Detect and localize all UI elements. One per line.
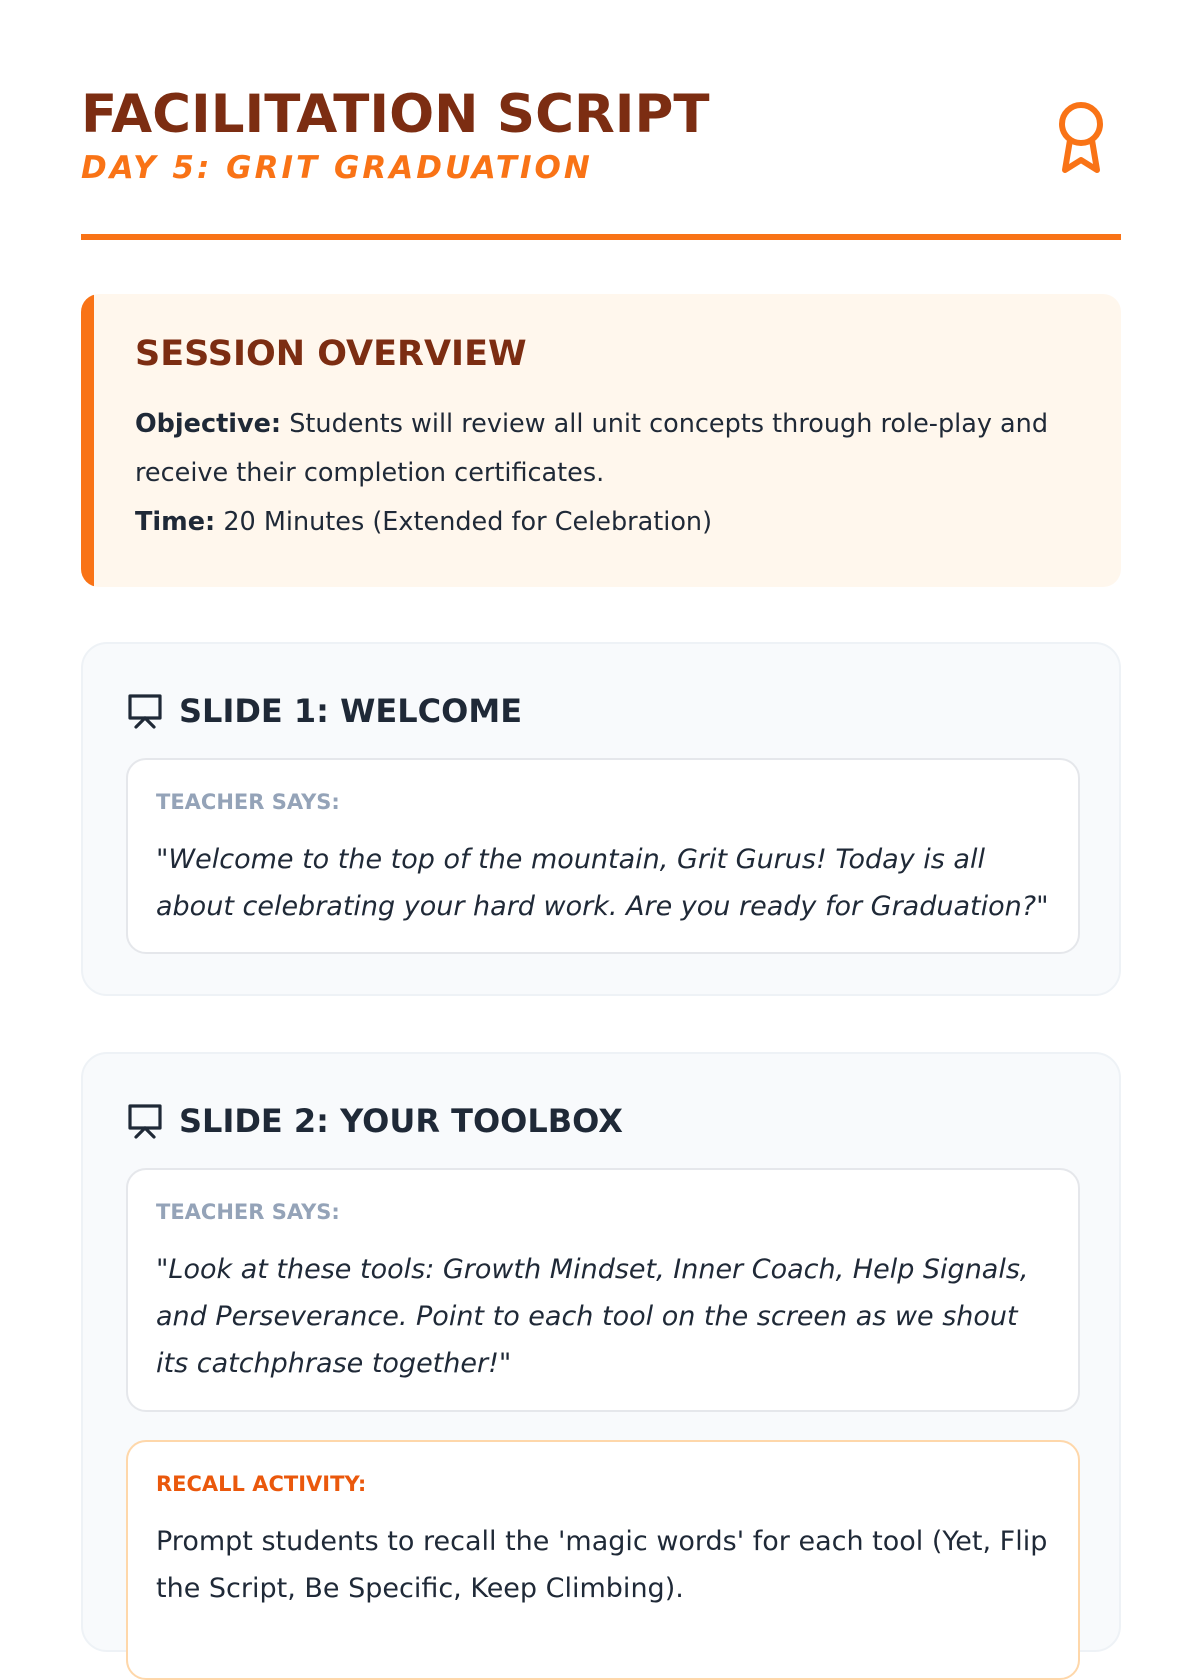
time-text: 20 Minutes (Extended for Celebration) bbox=[223, 507, 713, 537]
teacher-says-box bbox=[126, 758, 1080, 954]
time-label: Time: bbox=[135, 507, 216, 537]
objective-label: Objective: bbox=[135, 409, 282, 439]
slide-card-1 bbox=[81, 642, 1121, 996]
slide-header bbox=[127, 688, 522, 734]
slide-title: SLIDE 2: YOUR TOOLBOX bbox=[179, 1102, 623, 1140]
session-overview-heading: SESSION OVERVIEW bbox=[135, 334, 527, 374]
teacher-says-box bbox=[126, 1168, 1080, 1412]
presentation-icon bbox=[127, 1102, 163, 1140]
award-icon bbox=[1055, 98, 1107, 176]
recall-activity-box bbox=[126, 1440, 1080, 1680]
teacher-says-label: TEACHER SAYS: bbox=[156, 790, 340, 814]
recall-activity-label: RECALL ACTIVITY: bbox=[156, 1472, 367, 1496]
page-title: FACILITATION SCRIPT bbox=[81, 84, 710, 145]
objective-text: Students will review all unit concepts through role-play and receive their completion certificates. bbox=[135, 409, 1049, 488]
page-subtitle: DAY 5: GRIT GRADUATION bbox=[81, 150, 593, 186]
objective-line bbox=[135, 400, 1075, 498]
slide-header bbox=[127, 1098, 623, 1144]
time-line bbox=[135, 498, 1075, 547]
slide-title: SLIDE 1: WELCOME bbox=[179, 692, 523, 730]
facilitation-script-page bbox=[81, 0, 1121, 1604]
page-header bbox=[81, 0, 1121, 240]
slide-card-2 bbox=[81, 1052, 1121, 1652]
teacher-says-text: "Welcome to the top of the mountain, Grit Gurus! Today is all about celebrating your hard work. Are you ready for Graduation?" bbox=[156, 844, 1049, 922]
session-overview-body bbox=[135, 400, 1075, 547]
recall-activity-text: Prompt students to recall the 'magic words' for each tool (Yet, Flip the Script, Be Specific, Keep Climbing). bbox=[156, 1526, 1048, 1604]
header-divider bbox=[81, 234, 1121, 240]
teacher-says-label: TEACHER SAYS: bbox=[156, 1200, 340, 1224]
teacher-says-text: "Look at these tools: Growth Mindset, Inner Coach, Help Signals, and Perseverance. Point to each tool on the screen as we shout its catchphrase together!" bbox=[156, 1254, 1029, 1379]
session-overview-card bbox=[81, 294, 1121, 587]
presentation-icon bbox=[127, 692, 163, 730]
